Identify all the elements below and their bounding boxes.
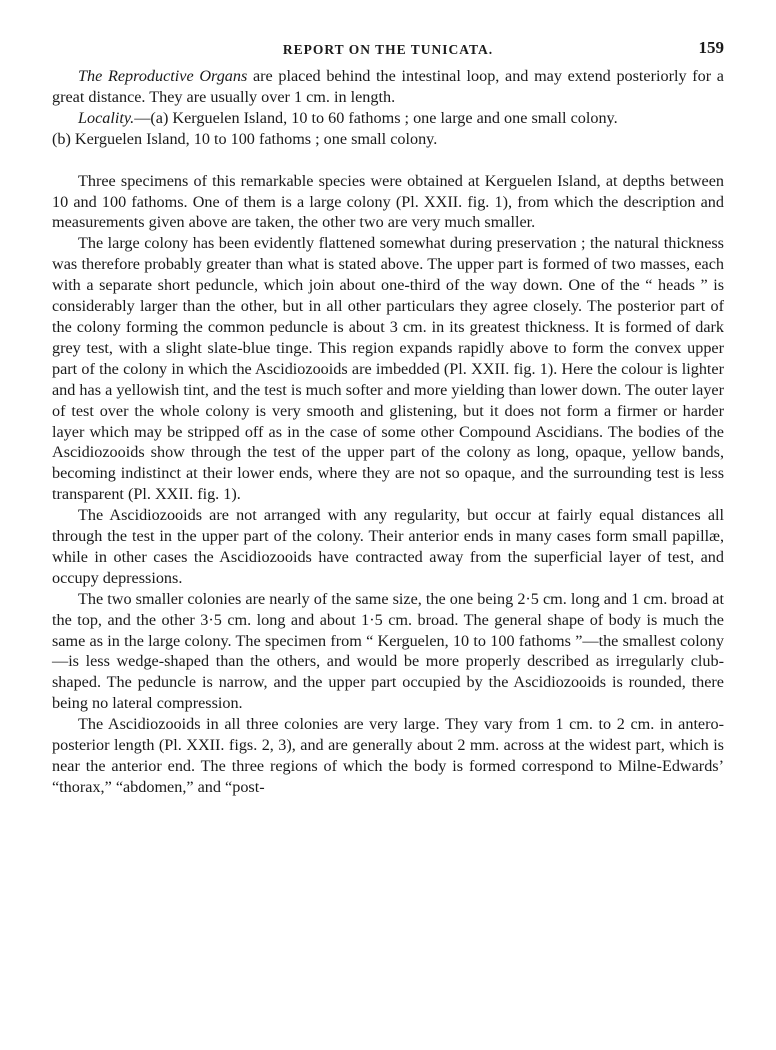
reproductive-organs-heading: The Reproductive Organs [78, 67, 248, 85]
paragraph-reproductive-organs [52, 66, 724, 108]
locality-a-text: —(a) Kerguelen Island, 10 to 60 fathoms ; one large and one small colony. [134, 108, 618, 127]
page [52, 38, 724, 798]
paragraph-smaller-colonies: The two smaller colonies are nearly of the same size, the one being 2·5 cm. long and 1 cm. broad at the top, and the other 3·5 cm. long and about 1·5 cm. broad. The general shape of body is much the same as in the large colony. The specimen from “ Kerguelen, 10 to 100 fathoms ”—the smallest colony—is less wedge-shaped than the others, and would be more properly described as irregularly club-shaped. The peduncle is narrow, and the upper part occupied by the Ascidiozooids is rounded, there being no lateral compression. [52, 589, 724, 713]
paragraph-large-colony: The large colony has been evidently flattened somewhat during preservation ; the natural thickness was therefore probably greater than what is stated above. The upper part is formed of two masses, each with a separate short peduncle, which join about one-third of the way down. One of the “ heads ” is considerably larger than the other, but in all other particulars they agree closely. The posterior part of the colony forming the common peduncle is about 3 cm. in its greatest thickness. It is formed of dark grey test, with a slight slate-blue tinge. This region expands rapidly above to form the convex upper part of the colony in which the Ascidiozooids are imbedded (Pl. XXII. fig. 1). Here the colour is lighter and has a yellowish tint, and the test is much softer and more yielding than lower down. The outer layer of test over the whole colony is very smooth and glistening, but it does not form a firmer or harder layer which may be stripped off as in the case of some other Compound Ascidians. The bodies of the Ascidiozooids show through the test of the upper part of the colony as long, opaque, yellow bands, becoming indistinct at their lower ends, where they are not so opaque, and the surrounding test is less transparent (Pl. XXII. fig. 1). [52, 234, 724, 504]
paragraph-locality-b: (b) Kerguelen Island, 10 to 100 fathoms ; one small colony. [52, 129, 438, 148]
running-header [52, 38, 724, 66]
paragraph-locality-a [52, 108, 724, 129]
page-number: 159 [698, 38, 724, 57]
reproductive-organs-text: are placed behind the intestinal loop, and may extend posteriorly for a great distance. They are usually over 1 cm. in length. [52, 67, 724, 106]
paragraph-ascidiozooid-size: The Ascidiozooids in all three colonies are very large. They vary from 1 cm. to 2 cm. in antero-posterior length (Pl. XXII. figs. 2, 3), and are generally about 2 mm. across at the widest part, which is near the anterior end. The three regions of which the body is formed correspond to Milne-Edwards’ “thorax,” “abdomen,” and “post- [52, 715, 724, 796]
locality-heading: Locality. [78, 108, 135, 127]
running-title: REPORT ON THE TUNICATA. [282, 42, 494, 57]
paragraph-specimens: Three specimens of this remarkable species were obtained at Kerguelen Island, at depths between 10 and 100 fathoms. One of them is a large colony (Pl. XXII. fig. 1), from which the description and measurements given above are taken, the other two are very much smaller. [52, 171, 724, 232]
paragraph-ascidiozooid-arrangement: The Ascidiozooids are not arranged with any regularity, but occur at fairly equal distances all through the test in the upper part of the colony. Their anterior ends in many cases form small papillæ, while in other cases the Ascidiozooids have contracted away from the superficial layer of test, and occupy depressions. [52, 506, 724, 587]
